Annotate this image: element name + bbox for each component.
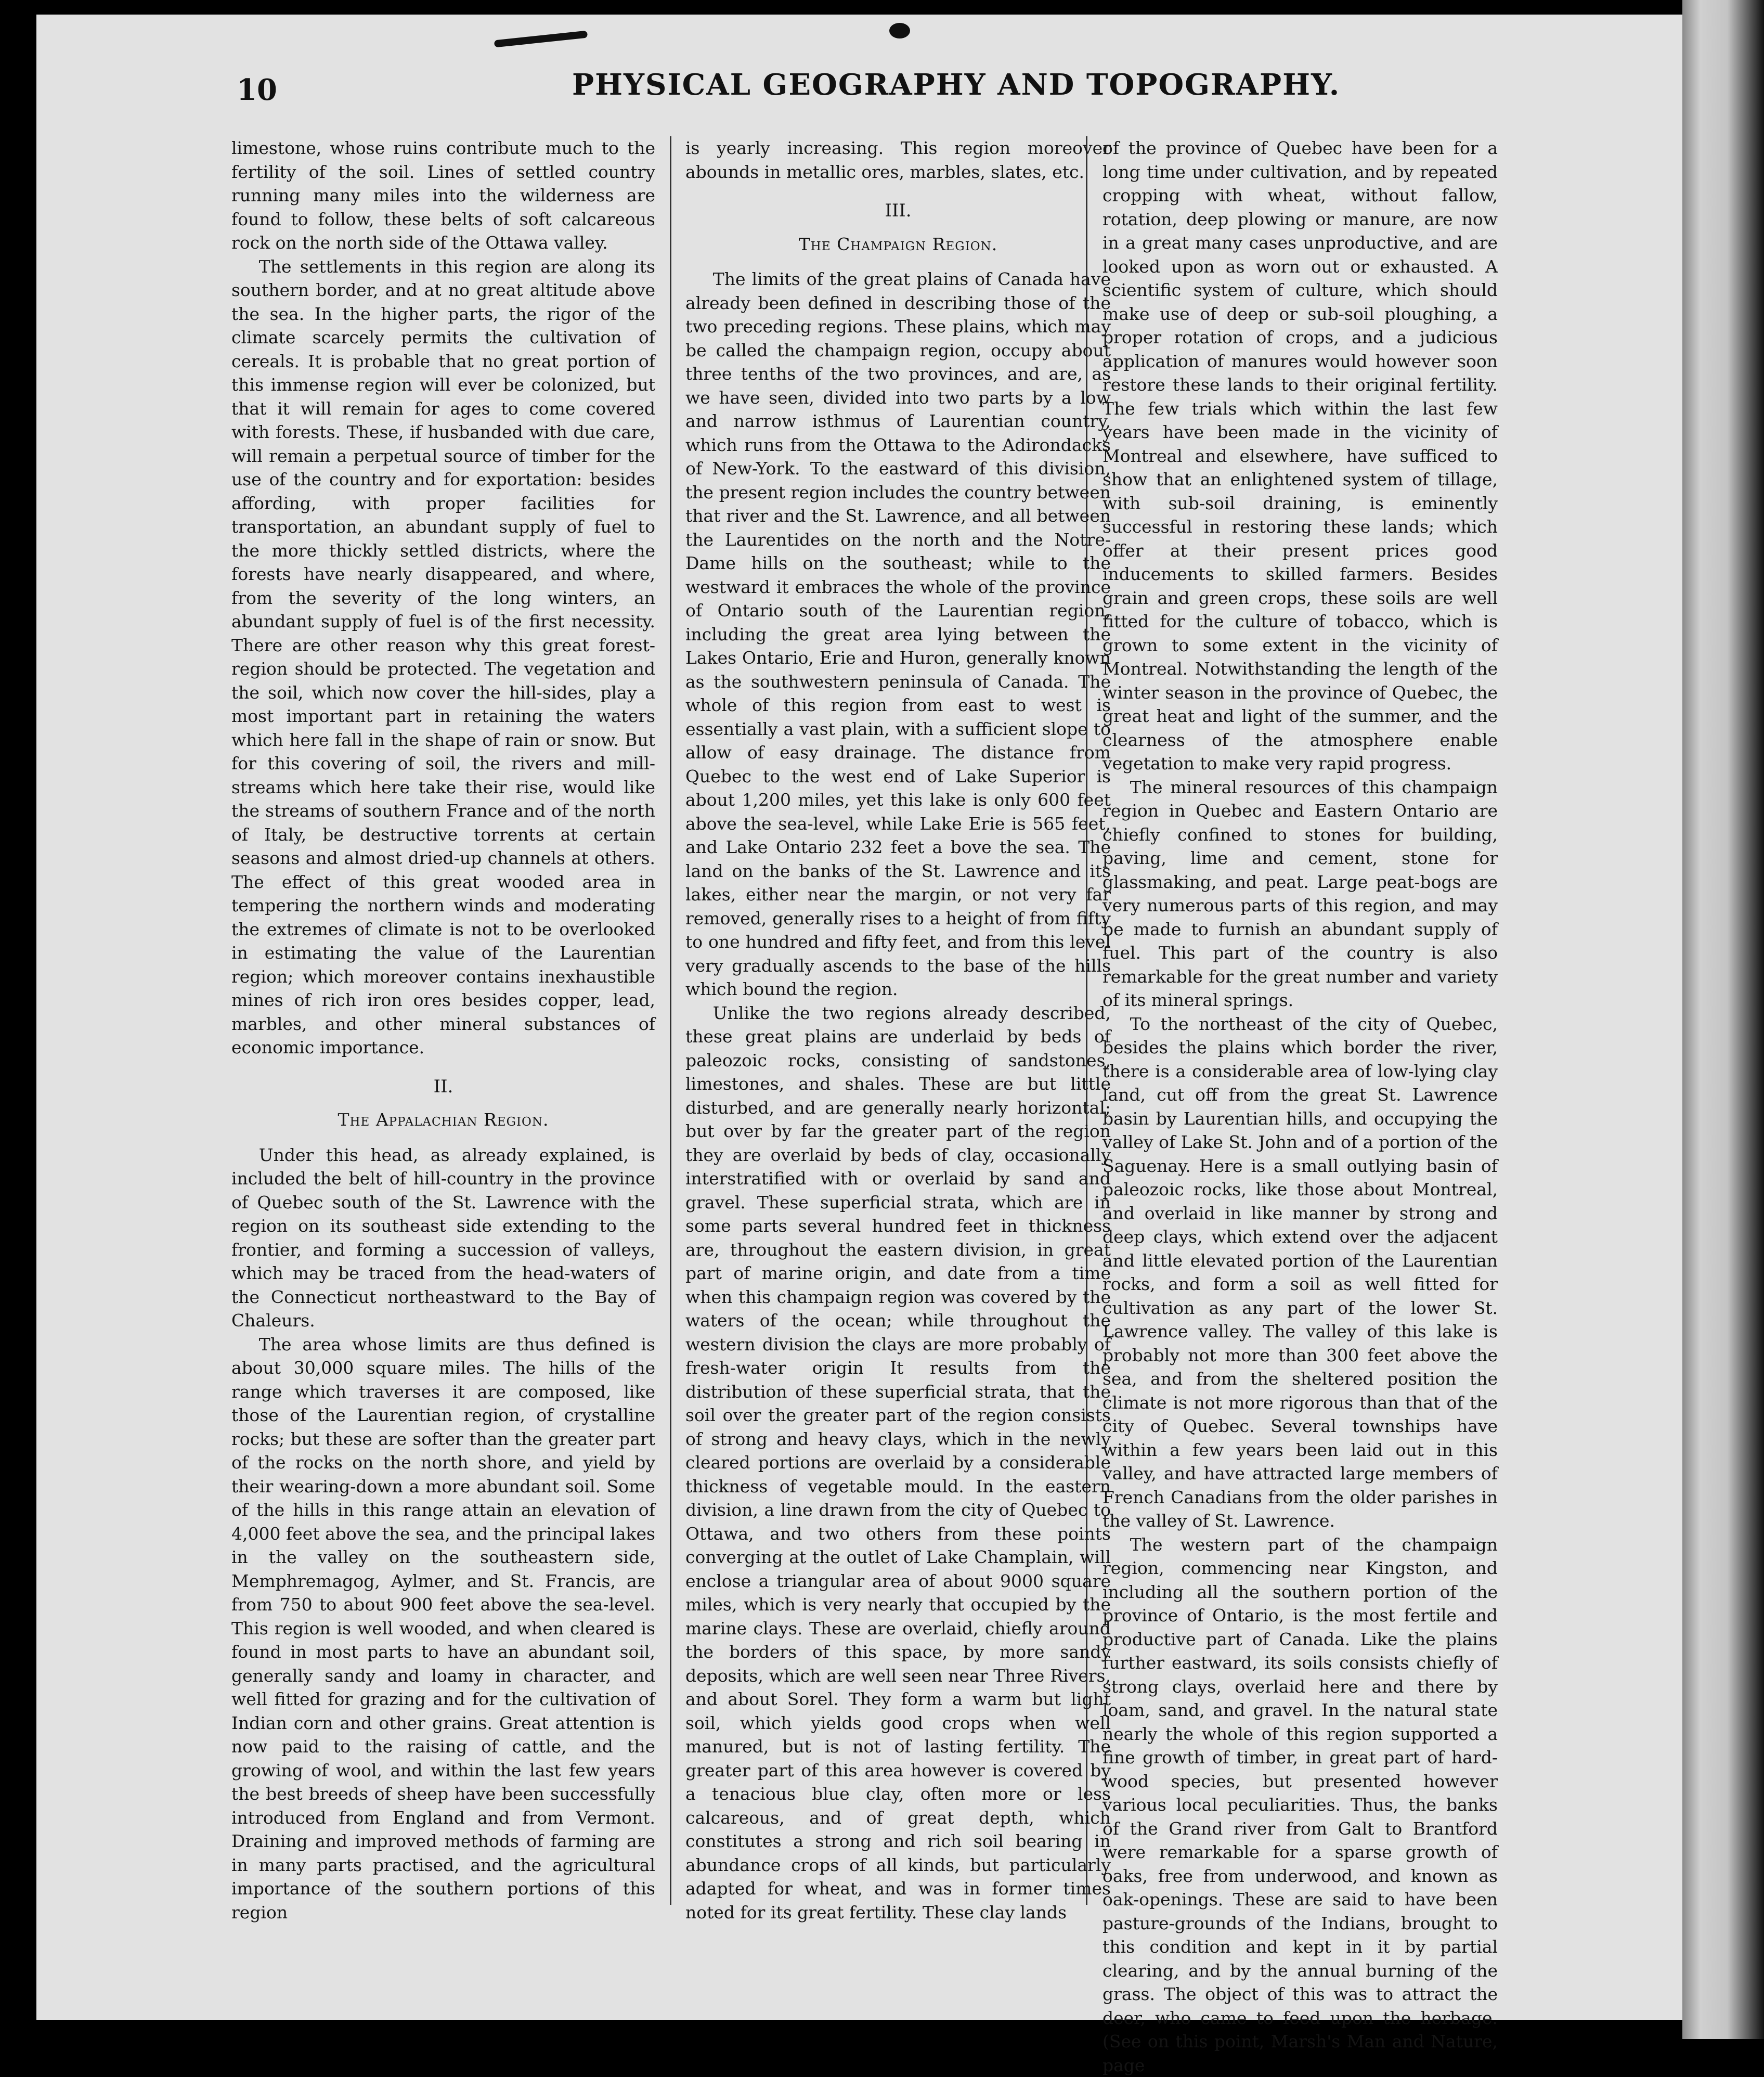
section-numeral: III. [685, 199, 1111, 223]
text-column-2 [685, 136, 1111, 1988]
paragraph: To the northeast of the city of Quebec, besides the plains which border the river, there is a considerable area of low-lying clay land, cut off from the great St. Lawrence basin by Laurentian hills, and occupying the valley of Lake St. John and of a portion of the Saguenay. Here is a small outlying basin of paleozoic rocks, like those about Montreal, and overlaid in like manner by strong and deep clays, which extend over the adjacent and little elevated portion of the Laurentian rocks, and form a soil as well fitted for cultivation as any part of the lower St. Lawrence valley. The valley of this lake is probably not more than 300 feet above the sea, and from the sheltered position the climate is not more rigorous than that of the city of Quebec. Several townships have within a few years been laid out in this valley, and have attracted large members of French Canadians from the older parishes in the valley of St. Lawrence. [1102, 1012, 1498, 1533]
page-number: 10 [237, 73, 277, 107]
section-title: The Appalachian Region. [231, 1108, 655, 1132]
text-column-1 [231, 136, 655, 1988]
paragraph: Under this head, as already explained, is included the belt of hill-country in the province of Quebec south of the St. Lawrence with the region on its southeast side extending to the frontier, and forming a succession of valleys, which may be traced from the head-waters of the Connecticut northeastward to the Bay of Chaleurs. [231, 1143, 655, 1333]
paragraph: of the province of Quebec have been for a long time under cultivation, and by repeated cropping with wheat, without fallow, rotation, deep plowing or manure, are now in a great many cases unproductive, and are looked upon as worn out or exhausted. A scientific system of culture, which should make use of deep or sub-soil ploughing, a proper rotation of crops, and a judicious application of manures would however soon restore these lands to their original fertility. The few trials which within the last few years have been made in the vicinity of Montreal and elsewhere, have sufficed to show that an enlightened system of tillage, with sub-soil draining, is eminently successful in restoring these lands; which offer at their present prices good inducements to skilled farmers. Besides grain and green crops, these soils are well fitted for the culture of tobacco, which is grown to some extent in the vicinity of Montreal. Notwithstanding the length of the winter season in the province of Quebec, the great heat and light of the summer, and the clearness of the atmosphere enable vegetation to make very rapid progress. [1102, 136, 1498, 776]
section-title: The Champaign Region. [685, 233, 1111, 256]
paragraph: Unlike the two regions already described, these great plains are underlaid by beds of paleozoic rocks, consisting of sandstones, limestones, and shales. These are but little disturbed, and are generally nearly horizontal; but over by far the greater part of the region they are overlaid by beds of clay, occasionally interstratified with or overlaid by sand and gravel. These superficial strata, which are in some parts several hundred feet in thickness are, throughout the eastern division, in great part of marine origin, and date from a time when this champaign region was covered by the waters of the ocean; while throughout the western division the clays are more probably of fresh-water origin It results from the distribution of these superficial strata, that the soil over the greater part of the region consists of strong and heavy clays, which in the newly cleared portions are overlaid by a considerable thickness of vegetable mould. In the eastern division, a line drawn from the city of Quebec to Ottawa, and two others from these points converging at the outlet of Lake Champlain, will enclose a triangular area of about 9000 square miles, which is very nearly that occupied by the marine clays. These are overlaid, chiefly around the borders of this space, by more sandy deposits, which are well seen near Three Rivers, and about Sorel. They form a warm but light soil, which yields good crops when well manured, but is not of lasting fertility. The greater part of this area however is covered by a tenacious blue clay, often more or less calcareous, and of great depth, which constitutes a strong and rich soil bearing in abundance crops of all kinds, but particularly adapted for wheat, and was in former times noted for its great fertility. These clay lands [685, 1001, 1111, 1925]
paragraph: The settlements in this region are along its southern border, and at no great altitude above the sea. In the higher parts, the rigor of the climate scarcely permits the cultivation of cereals. It is probable that no great portion of this immense region will ever be colonized, but that it will remain for ages to come covered with forests. These, if husbanded with due care, will remain a perpetual source of timber for the use of the country and for exportation: besides affording, with proper facilities for transportation, an abundant supply of fuel to the more thickly settled districts, where the forests have nearly disappeared, and where, from the severity of the long winters, an abundant supply of fuel is of the first necessity. There are other reason why this great forest-region should be protected. The vegetation and the soil, which now cover the hill-sides, play a most important part in retaining the waters which here fall in the shape of rain or snow. But for this covering of soil, the rivers and mill-streams which here take their rise, would like the streams of southern France and of the north of Italy, be destructive torrents at certain seasons and almost dried-up channels at others. The effect of this great wooded area in tempering the northern winds and moderating the extremes of climate is not to be overlooked in estimating the value of the Laurentian region; which moreover contains inexhaustible mines of rich iron ores besides copper, lead, marbles, and other mineral substances of economic importance. [231, 255, 655, 1060]
film-blot [889, 23, 910, 38]
text-column-3 [1102, 136, 1498, 1988]
paragraph: The western part of the champaign region, commencing near Kingston, and including all the southern portion of the province of Ontario, is the most fertile and productive part of Canada. Like the plains further eastward, its soils consists chiefly of strong clays, overlaid here and there by loam, sand, and gravel. In the natural state nearly the whole of this region supported a fine growth of timber, in great part of hard-wood species, but presented however various local peculiarities. Thus, the banks of the Grand river from Galt to Brantford were remarkable for a sparse growth of oaks, free from underwood, and known as oak-openings. These are said to have been pasture-grounds of the Indians, brought to this condition and kept in it by partial clearing, and by the annual burning of the grass. The object of this was to attract the deer, who came to feed upon the herbage. (See on this point, Marsh's Man and Nature, page [1102, 1533, 1498, 2077]
paragraph: The area whose limits are thus defined is about 30,000 square miles. The hills of the range which traverses it are composed, like those of the Laurentian region, of crystalline rocks; but these are softer than the greater part of the rocks on the north shore, and yield by their wearing-down a more abundant soil. Some of the hills in this range attain an elevation of 4,000 feet above the sea, and the principal lakes in the valley on the southeastern side, Memphremagog, Aylmer, and St. Francis, are from 750 to about 900 feet above the sea-level. This region is well wooded, and when cleared is found in most parts to have an abundant soil, generally sandy and loamy in character, and well fitted for grazing and for the cultivation of Indian corn and other grains. Great attention is now paid to the raising of cattle, and the growing of wool, and within the last few years the best breeds of sheep have been successfully introduced from England and from Vermont. Draining and improved methods of farming are in many parts practised, and the agricultural importance of the southern portions of this region [231, 1333, 655, 1925]
paragraph: limestone, whose ruins contribute much to the fertility of the soil. Lines of settled country running many miles into the wilderness are found to follow, these belts of soft calcareous rock on the north side of the Ottawa valley. [231, 136, 655, 255]
running-head: PHYSICAL GEOGRAPHY AND TOPOGRAPHY. [572, 68, 1196, 102]
column-rule-left [670, 136, 671, 1905]
paragraph: The mineral resources of this champaign region in Quebec and Eastern Ontario are chiefly confined to stones for building, paving, lime and cement, stone for glassmaking, and peat. Large peat-bogs are very numerous parts of this region, and may be made to furnish an abundant supply of fuel. This part of the country is also remarkable for the great number and variety of its mineral springs. [1102, 776, 1498, 1012]
paragraph: The limits of the great plains of Canada have already been defined in describing those of the two preceding regions. These plains, which may be called the champaign region, occupy about three tenths of the two provinces, and are, as we have seen, divided into two parts by a low and narrow isthmus of Laurentian country, which runs from the Ottawa to the Adirondacks of New-York. To the eastward of this division, the present region includes the country between that river and the St. Lawrence, and all between the Laurentides on the north and the Notre-Dame hills on the southeast; while to the westward it embraces the whole of the province of Ontario south of the Laurentian region, including the great area lying between the Lakes Ontario, Erie and Huron, generally known as the southwestern peninsula of Canada. The whole of this region from east to west is essentially a vast plain, with a sufficient slope to allow of easy drainage. The distance from Quebec to the west end of Lake Superior is about 1,200 miles, yet this lake is only 600 feet above the sea-level, while Lake Erie is 565 feet, and Lake Ontario 232 feet a bove the sea. The land on the banks of the St. Lawrence and its lakes, either near the margin, or not very far removed, generally rises to a height of from fifty to one hundred and fifty feet, and from this level very gradually ascends to the base of the hills which bound the region. [685, 267, 1111, 1001]
paragraph: is yearly increasing. This region moreover abounds in metallic ores, marbles, slates, etc. [685, 136, 1111, 184]
section-numeral: II. [231, 1075, 655, 1099]
page-spine-shadow [1682, 0, 1764, 2039]
film-scratch [494, 31, 588, 48]
